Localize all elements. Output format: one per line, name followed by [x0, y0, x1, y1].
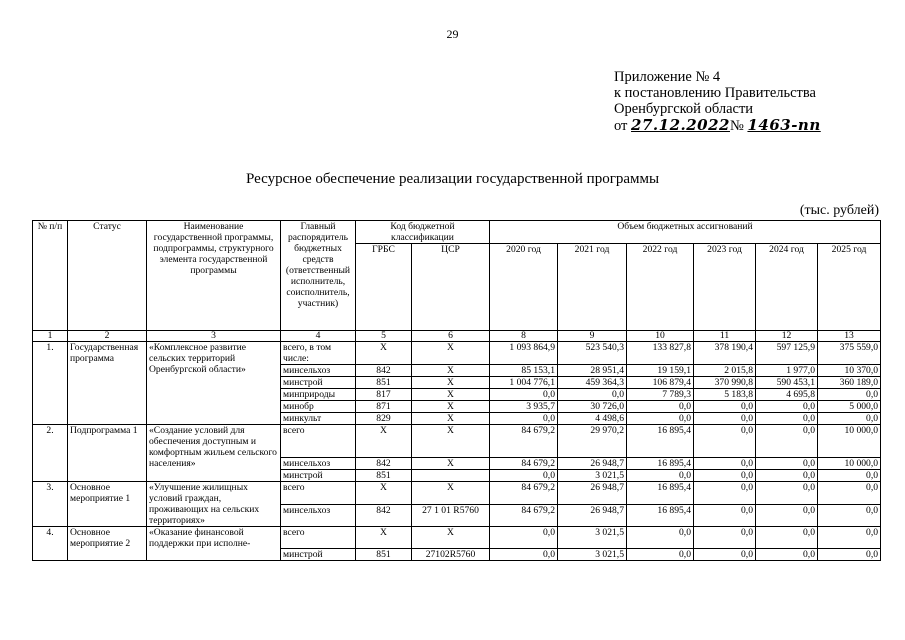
table-row	[33, 527, 881, 549]
row-value: 0,0	[627, 413, 694, 425]
row-value: 0,0	[756, 527, 818, 549]
table-row	[33, 342, 881, 365]
col-number: 12	[756, 331, 818, 342]
row-grbs: Х	[356, 342, 412, 365]
header-volume: Объем бюджетных ассигнований	[490, 221, 881, 244]
row-admin: минкульт	[281, 413, 356, 425]
row-status: Основное мероприятие 2	[68, 527, 147, 561]
row-grbs: 829	[356, 413, 412, 425]
row-value: 0,0	[558, 389, 627, 401]
row-csr: Х	[412, 365, 490, 377]
col-number: 5	[356, 331, 412, 342]
row-value: 16 895,4	[627, 425, 694, 458]
resource-table	[32, 220, 881, 561]
row-value: 0,0	[490, 413, 558, 425]
row-value: 0,0	[627, 401, 694, 413]
row-value: 10 000,0	[818, 458, 881, 470]
row-value: 84 679,2	[490, 458, 558, 470]
row-value: 16 895,4	[627, 505, 694, 527]
row-value: 0,0	[756, 425, 818, 458]
row-csr: Х	[412, 458, 490, 470]
row-grbs: 871	[356, 401, 412, 413]
row-value: 16 895,4	[627, 482, 694, 505]
row-value: 0,0	[818, 527, 881, 549]
row-value: 0,0	[756, 482, 818, 505]
row-csr	[412, 470, 490, 482]
row-value: 26 948,7	[558, 505, 627, 527]
row-value: 84 679,2	[490, 482, 558, 505]
row-value: 3 021,5	[558, 470, 627, 482]
row-value: 0,0	[818, 549, 881, 561]
row-value: 0,0	[756, 549, 818, 561]
row-value: 0,0	[818, 482, 881, 505]
row-admin: минстрой	[281, 470, 356, 482]
page-number: 29	[446, 27, 459, 41]
number-sign: №	[729, 118, 744, 134]
row-value: 0,0	[818, 413, 881, 425]
row-value: 85 153,1	[490, 365, 558, 377]
row-value: 2 015,8	[694, 365, 756, 377]
row-value: 0,0	[627, 527, 694, 549]
row-value: 0,0	[490, 470, 558, 482]
col-number: 10	[627, 331, 694, 342]
header-year: 2025 год	[818, 244, 881, 331]
row-admin: минстрой	[281, 549, 356, 561]
row-value: 3 021,5	[558, 549, 627, 561]
row-admin: минприроды	[281, 389, 356, 401]
document-title: Ресурсное обеспечение реализации государственной программы	[245, 171, 660, 187]
header-year: 2020 год	[490, 244, 558, 331]
row-value: 16 895,4	[627, 458, 694, 470]
row-value: 0,0	[756, 470, 818, 482]
row-value: 7 789,3	[627, 389, 694, 401]
units-label: (тыс. рублей)	[799, 203, 879, 218]
row-value: 4 695,8	[756, 389, 818, 401]
row-value: 1 093 864,9	[490, 342, 558, 365]
row-value: 523 540,3	[558, 342, 627, 365]
appendix-line-3: Оренбургской области	[614, 101, 754, 117]
row-value: 19 159,1	[627, 365, 694, 377]
row-status: Основное мероприятие 1	[68, 482, 147, 527]
row-csr: Х	[412, 527, 490, 549]
row-value: 5 183,8	[694, 389, 756, 401]
appendix-line-2: к постановлению Правительства	[614, 85, 816, 101]
row-value: 459 364,3	[558, 377, 627, 389]
row-value: 3 021,5	[558, 527, 627, 549]
row-value: 30 726,0	[558, 401, 627, 413]
handwritten-number: 1463-пп	[747, 116, 821, 134]
row-value: 0,0	[490, 549, 558, 561]
row-grbs: 842	[356, 505, 412, 527]
row-admin: всего	[281, 482, 356, 505]
col-number: 4	[281, 331, 356, 342]
row-grbs: 842	[356, 458, 412, 470]
col-number: 9	[558, 331, 627, 342]
header-csr: ЦСР	[412, 244, 490, 331]
row-value: 0,0	[756, 505, 818, 527]
row-value: 0,0	[756, 413, 818, 425]
row-grbs: Х	[356, 482, 412, 505]
appendix-line-1: Приложение № 4	[614, 69, 721, 85]
header-num: № п/п	[33, 221, 68, 331]
row-value: 0,0	[694, 401, 756, 413]
row-value: 0,0	[818, 389, 881, 401]
row-value: 1 977,0	[756, 365, 818, 377]
header-name: Наименование государственной программы, подпрограммы, структурного элемента государственной программы	[147, 221, 281, 331]
appendix-block	[614, 69, 821, 134]
row-value: 10 370,0	[818, 365, 881, 377]
row-name: «Комплексное развитие сельских территорий Оренбургской области»	[147, 342, 281, 425]
header-admin: Главный распорядитель бюджетных средств (ответственный исполнитель, соисполнитель, участник)	[281, 221, 356, 331]
header-grbs: ГРБС	[356, 244, 412, 331]
row-number: 2.	[33, 425, 68, 482]
row-value: 0,0	[694, 413, 756, 425]
header-year: 2022 год	[627, 244, 694, 331]
row-value: 0,0	[818, 470, 881, 482]
row-grbs: Х	[356, 527, 412, 549]
row-value: 597 125,9	[756, 342, 818, 365]
row-value: 0,0	[818, 505, 881, 527]
col-number: 1	[33, 331, 68, 342]
row-admin: всего, в том числе:	[281, 342, 356, 365]
row-value: 0,0	[694, 458, 756, 470]
row-value: 0,0	[756, 458, 818, 470]
row-value: 378 190,4	[694, 342, 756, 365]
row-status: Подпрограмма 1	[68, 425, 147, 482]
row-csr: 27102R5760	[412, 549, 490, 561]
table-row	[33, 425, 881, 458]
row-value: 0,0	[490, 389, 558, 401]
appendix-line-4	[614, 117, 821, 134]
row-value: 0,0	[694, 549, 756, 561]
row-value: 0,0	[694, 470, 756, 482]
col-number: 3	[147, 331, 281, 342]
row-number: 4.	[33, 527, 68, 561]
col-number: 6	[412, 331, 490, 342]
column-numbers-row	[33, 331, 881, 342]
row-value: 5 000,0	[818, 401, 881, 413]
row-admin: минсельхоз	[281, 365, 356, 377]
row-name: «Оказание финансовой поддержки при исполне-	[147, 527, 281, 561]
row-value: 375 559,0	[818, 342, 881, 365]
row-grbs: 851	[356, 549, 412, 561]
from-prefix: от	[614, 118, 628, 134]
header-status: Статус	[68, 221, 147, 331]
col-number: 8	[490, 331, 558, 342]
col-number: 11	[694, 331, 756, 342]
row-admin: всего	[281, 425, 356, 458]
row-grbs: 842	[356, 365, 412, 377]
row-admin: всего	[281, 527, 356, 549]
row-name: «Создание условий для обеспечения доступным и комфортным жильем сельского населения»	[147, 425, 281, 482]
col-number: 13	[818, 331, 881, 342]
row-value: 0,0	[694, 527, 756, 549]
header-year: 2021 год	[558, 244, 627, 331]
row-number: 1.	[33, 342, 68, 425]
row-grbs: 851	[356, 377, 412, 389]
row-value: 0,0	[694, 425, 756, 458]
row-admin: минсельхоз	[281, 505, 356, 527]
row-value: 1 004 776,1	[490, 377, 558, 389]
row-value: 106 879,4	[627, 377, 694, 389]
row-value: 133 827,8	[627, 342, 694, 365]
row-value: 0,0	[627, 470, 694, 482]
header-row-1	[33, 221, 881, 244]
row-admin: минсельхоз	[281, 458, 356, 470]
row-admin: минстрой	[281, 377, 356, 389]
row-value: 0,0	[490, 527, 558, 549]
row-csr: Х	[412, 377, 490, 389]
handwritten-date: 27.12.2022	[631, 116, 730, 134]
row-value: 10 000,0	[818, 425, 881, 458]
row-value: 0,0	[627, 549, 694, 561]
row-csr: 27 1 01 R5760	[412, 505, 490, 527]
row-value: 0,0	[694, 482, 756, 505]
row-status: Государственная программа	[68, 342, 147, 425]
row-csr: Х	[412, 482, 490, 505]
header-year: 2024 год	[756, 244, 818, 331]
row-csr: Х	[412, 389, 490, 401]
row-value: 26 948,7	[558, 482, 627, 505]
row-value: 26 948,7	[558, 458, 627, 470]
row-number: 3.	[33, 482, 68, 527]
row-admin: минобр	[281, 401, 356, 413]
row-value: 28 951,4	[558, 365, 627, 377]
row-csr: Х	[412, 401, 490, 413]
row-value: 370 990,8	[694, 377, 756, 389]
row-csr: Х	[412, 413, 490, 425]
row-grbs: 817	[356, 389, 412, 401]
col-number: 2	[68, 331, 147, 342]
row-csr: Х	[412, 425, 490, 458]
row-name: «Улучшение жилищных условий граждан, проживающих на сельских территориях»	[147, 482, 281, 527]
row-value: 360 189,0	[818, 377, 881, 389]
row-value: 590 453,1	[756, 377, 818, 389]
row-value: 0,0	[694, 505, 756, 527]
row-grbs: 851	[356, 470, 412, 482]
row-value: 84 679,2	[490, 425, 558, 458]
row-value: 4 498,6	[558, 413, 627, 425]
row-value: 0,0	[756, 401, 818, 413]
row-csr: Х	[412, 342, 490, 365]
row-value: 3 935,7	[490, 401, 558, 413]
row-grbs: Х	[356, 425, 412, 458]
header-year: 2023 год	[694, 244, 756, 331]
header-code: Код бюджетной классификации	[356, 221, 490, 244]
row-value: 29 970,2	[558, 425, 627, 458]
table-row	[33, 482, 881, 505]
row-value: 84 679,2	[490, 505, 558, 527]
